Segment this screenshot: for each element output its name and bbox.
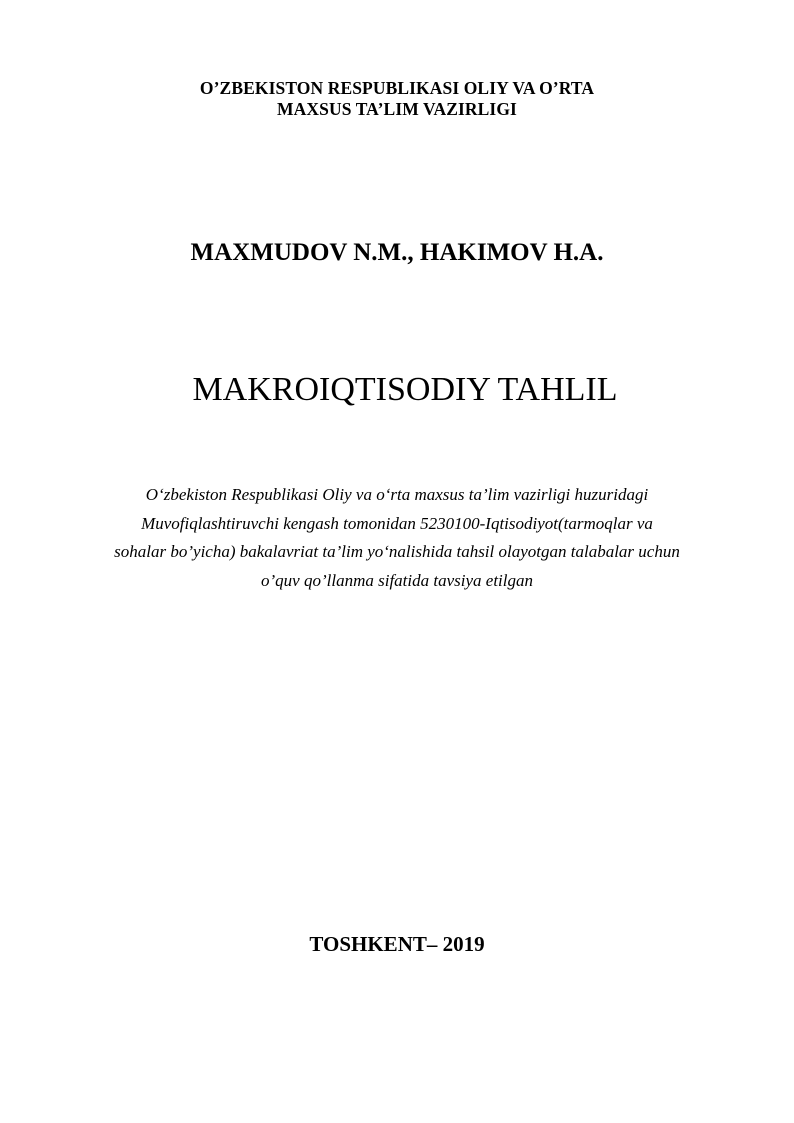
- ministry-header: [0, 78, 794, 120]
- ministry-line-2: MAXSUS TA’LIM VAZIRLIGI: [277, 99, 517, 119]
- ministry-line-1: O’ZBEKISTON RESPUBLIKASI OLIY VA O’RTA: [199, 78, 595, 98]
- city-year: TOSHKENT– 2019: [309, 932, 485, 956]
- recommendation-line-2: Muvofiqlashtiruvchi kengash tomonidan 5230100-Iqtisodiyot(tarmoqlar va: [141, 513, 653, 533]
- recommendation-line-4: o’quv qo’llanma sifatida tavsiya etilgan: [261, 570, 533, 590]
- recommendation-note: [0, 481, 794, 595]
- book-title: MAKROIQTISODIY TAHLIL: [192, 371, 618, 408]
- recommendation-line-3: sohalar bo’yicha) bakalavriat ta’lim yo‘nalishida tahsil olayotgan talabalar uchun: [114, 542, 680, 561]
- recommendation-line-1: O‘zbekiston Respublikasi Oliy va o‘rta maxsus ta’lim vazirligi huzuridagi: [145, 485, 649, 504]
- authors: MAXMUDOV N.M., HAKIMOV H.A.: [190, 239, 604, 266]
